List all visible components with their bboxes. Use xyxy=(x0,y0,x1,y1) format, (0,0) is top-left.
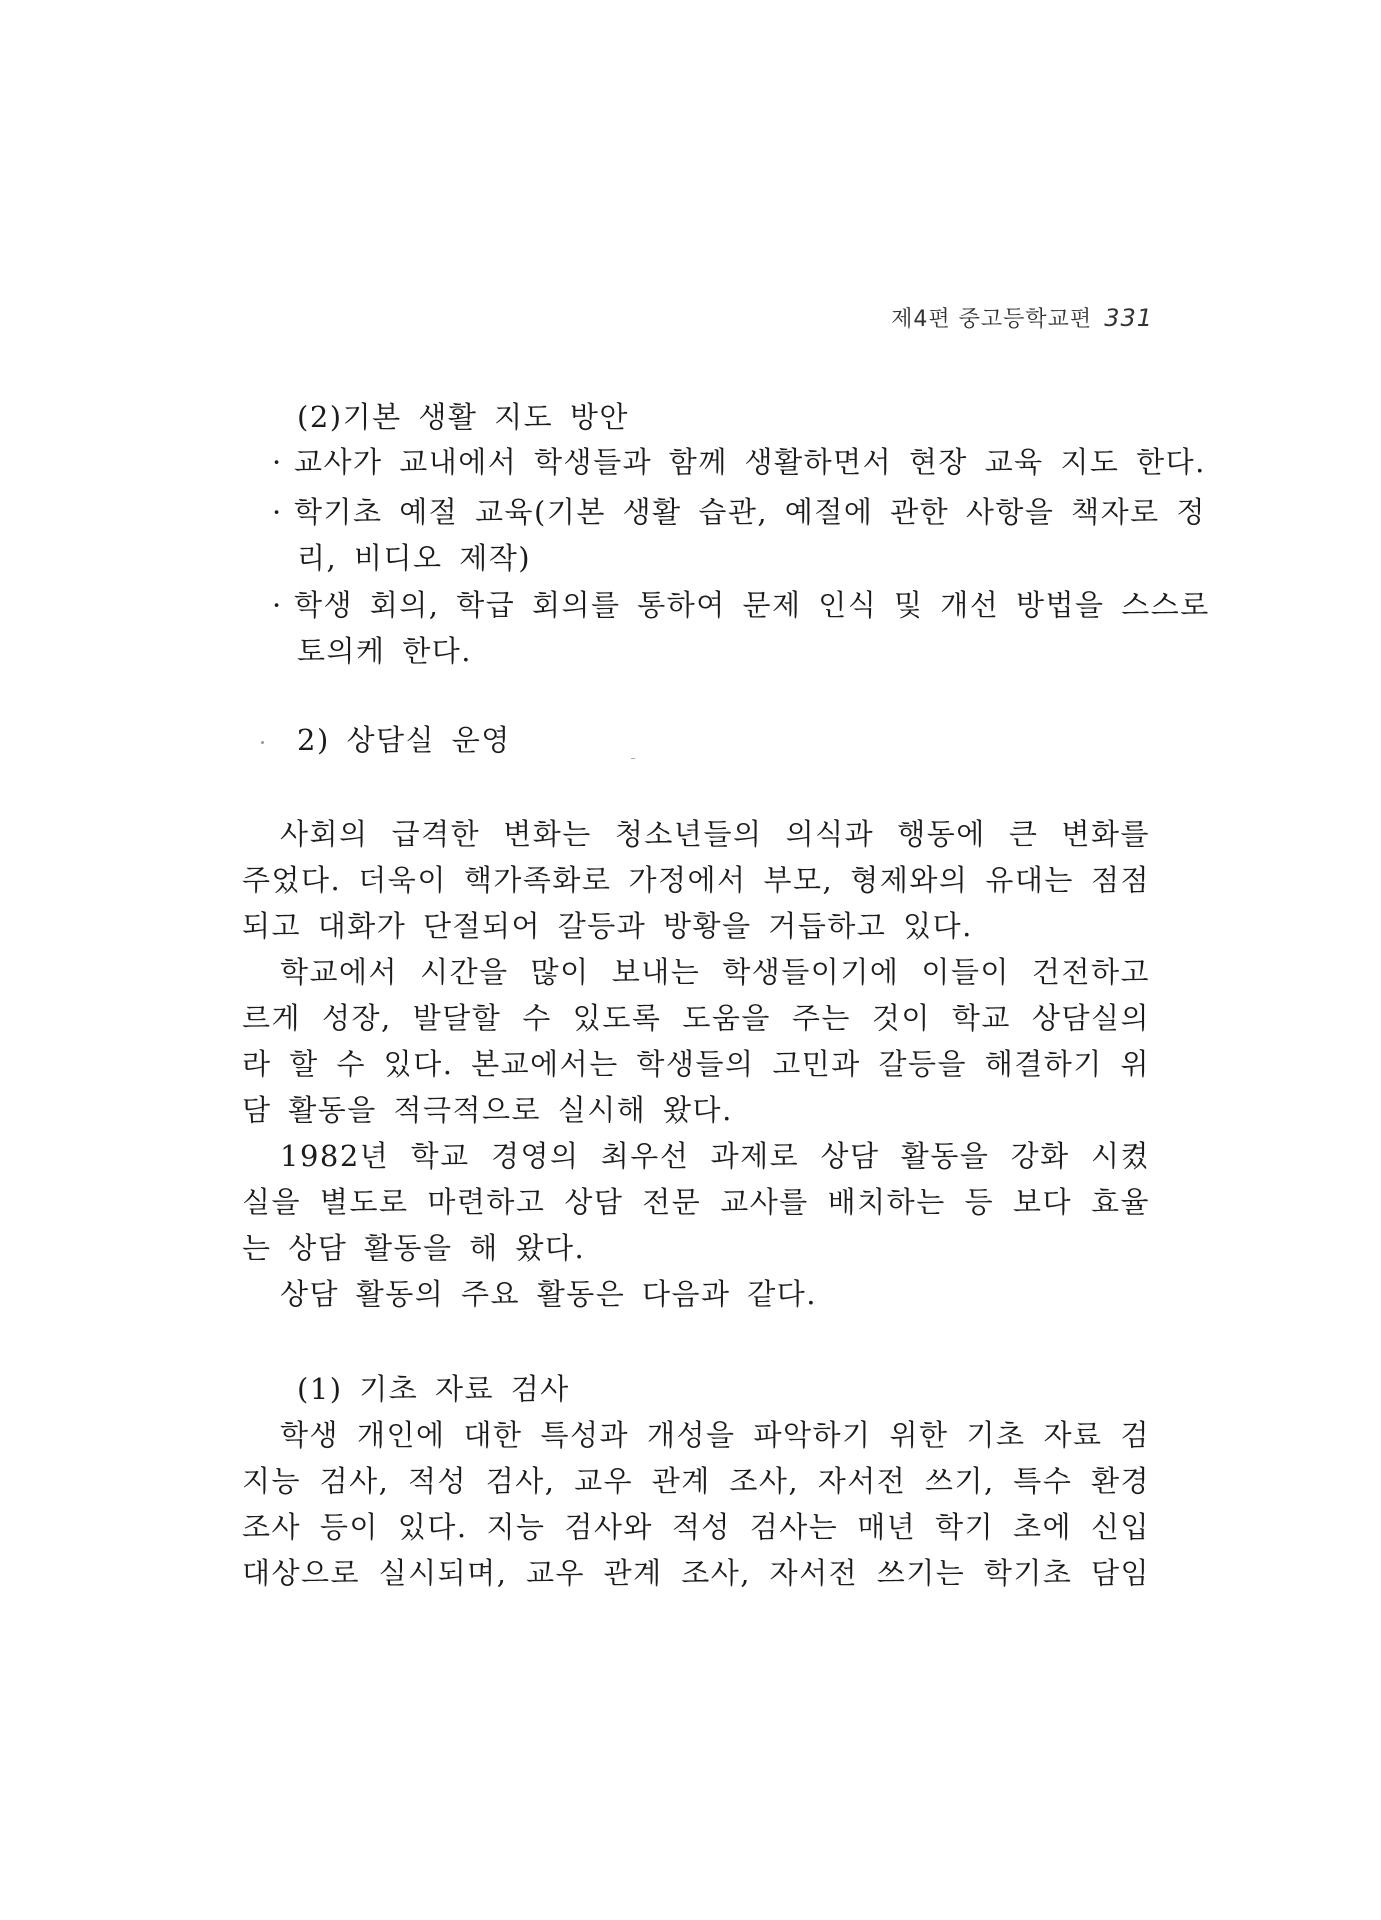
bullet-item xyxy=(272,442,1206,482)
bullet-mark: · xyxy=(272,588,283,622)
bullet-item xyxy=(272,585,1210,625)
paragraph-line: 조사 등이 있다. 지능 검사와 적성 검사는 매년 학기 초에 신입 xyxy=(242,1510,1150,1544)
running-header xyxy=(891,302,1153,333)
paragraph-line: 는 상담 활동을 해 왔다. xyxy=(242,1231,586,1265)
paragraph-line: 담 활동을 적극적으로 실시해 왔다. xyxy=(242,1093,733,1127)
bullet-text: 학생 회의, 학급 회의를 통하여 문제 인식 및 개선 방법을 스스로 xyxy=(294,588,1210,622)
paragraph-line: 상담 활동의 주요 활동은 다음과 같다. xyxy=(280,1277,818,1311)
section-heading-basic-data-test: (1) 기초 자료 검사 xyxy=(297,1372,570,1406)
paragraph-line: 지능 검사, 적성 검사, 교우 관계 조사, 자서전 쓰기, 특수 환경 xyxy=(242,1464,1150,1498)
bullet-continuation: 토의케 한다. xyxy=(297,634,473,668)
bullet-item xyxy=(272,492,1206,532)
section-heading-basic-guidance: (2)기본 생활 지도 방안 xyxy=(297,400,629,434)
scan-speck xyxy=(261,741,264,744)
bullet-mark: · xyxy=(272,445,283,479)
bullet-text: 학기초 예절 교육(기본 생활 습관, 예절에 관한 사항을 책자로 정 xyxy=(294,495,1206,529)
header-title: 제4편 중고등학교편 xyxy=(891,307,1093,332)
page-number: 331 xyxy=(1104,304,1153,332)
bullet-mark: · xyxy=(272,495,283,529)
bullet-continuation: 리, 비디오 제작) xyxy=(297,541,532,575)
paragraph-line: 되고 대화가 단절되어 갈등과 방황을 거듭하고 있다. xyxy=(242,909,973,943)
paragraph-line: 1982년 학교 경영의 최우선 과제로 상담 활동을 강화 시켰 xyxy=(280,1139,1150,1173)
paragraph-line: 르게 성장, 발달할 수 있도록 도움을 주는 것이 학교 상담실의 xyxy=(242,1001,1150,1035)
paragraph-line: 라 할 수 있다. 본교에서는 학생들의 고민과 갈등을 해결하기 위 xyxy=(242,1047,1150,1081)
paragraph-line: 사회의 급격한 변화는 청소년들의 의식과 행동에 큰 변화를 xyxy=(280,817,1150,851)
paragraph-line: 학교에서 시간을 많이 보내는 학생들이기에 이들이 건전하고 xyxy=(280,955,1150,989)
paragraph-line: 실을 별도로 마련하고 상담 전문 교사를 배치하는 등 보다 효율 xyxy=(242,1185,1150,1219)
scan-speck xyxy=(631,758,635,759)
paragraph-line: 학생 개인에 대한 특성과 개성을 파악하기 위한 기초 자료 검 xyxy=(280,1418,1150,1452)
bullet-text: 교사가 교내에서 학생들과 함께 생활하면서 현장 교육 지도 한다. xyxy=(294,445,1206,479)
paragraph-line: 주었다. 더욱이 핵가족화로 가정에서 부모, 형제와의 유대는 점점 xyxy=(242,863,1150,897)
paragraph-line: 대상으로 실시되며, 교우 관계 조사, 자서전 쓰기는 학기초 담임 xyxy=(242,1556,1150,1590)
section-heading-counseling-room: 2) 상담실 운영 xyxy=(297,723,511,757)
